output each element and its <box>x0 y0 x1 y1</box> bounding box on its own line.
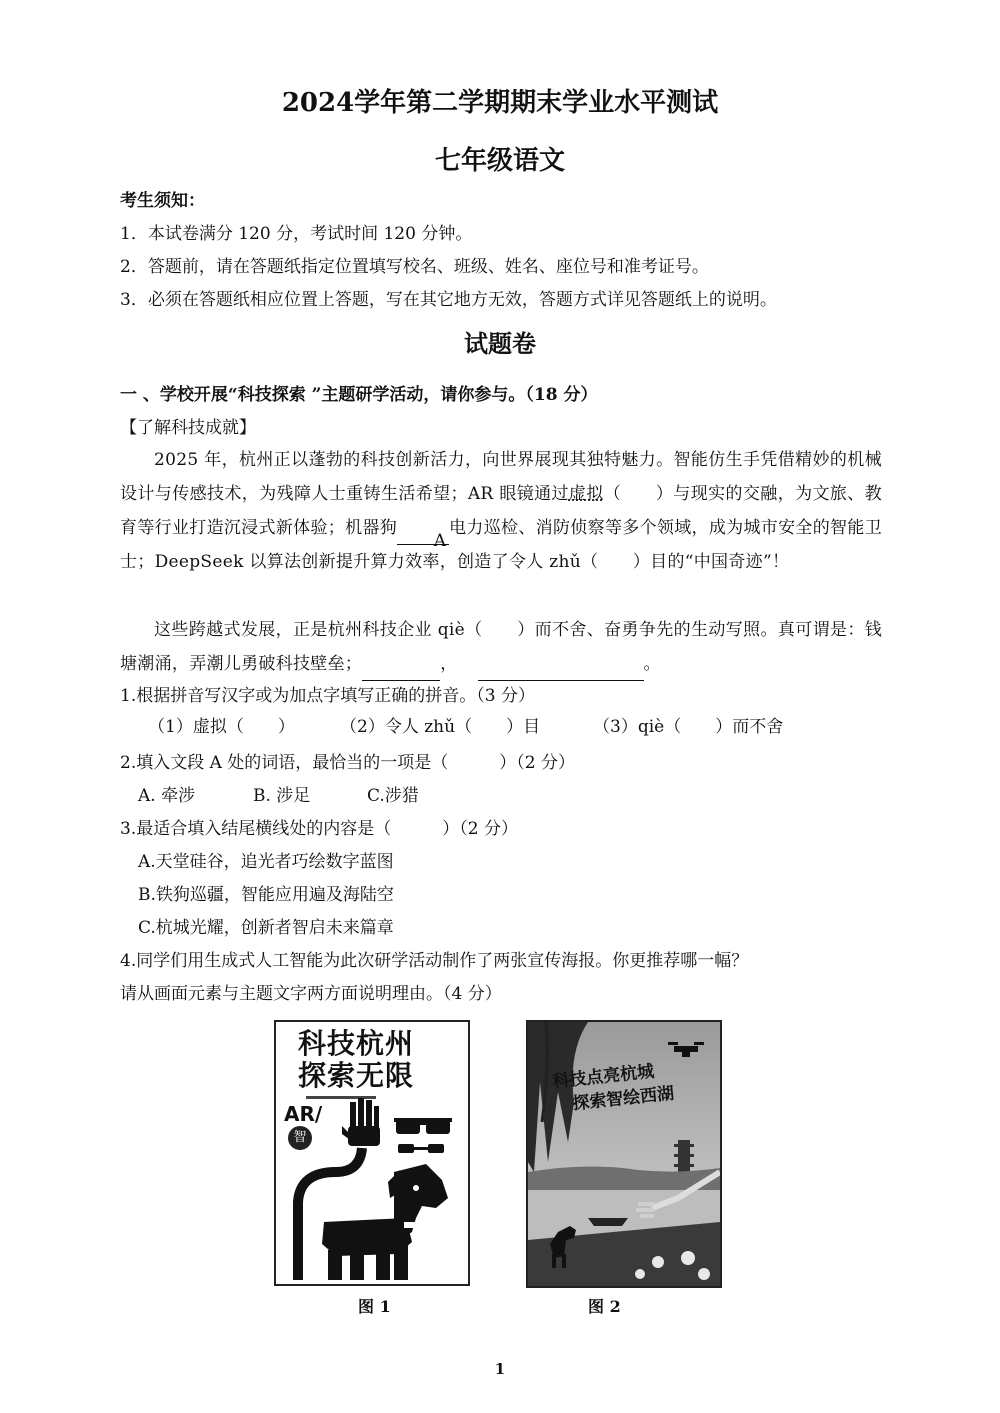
q1-item-3: （3）qiè（ ）而不舍 <box>593 717 784 737</box>
passage-p2-sep: ， <box>440 654 458 674</box>
q2-option-b: B. 涉足 <box>253 786 311 806</box>
figure-1-caption: 图 1 <box>358 1297 391 1316</box>
q2-stem: 2.填入文段 A 处的词语，最恰当的一项是（ ）（2 分） <box>120 753 576 773</box>
notice-item-3: 3．必须在答题纸相应位置上答题，写在其它地方无效，答题方式详见答题纸上的说明。 <box>120 290 777 310</box>
q3-option-b: B.铁狗巡疆，智能应用遍及海陆空 <box>138 885 394 905</box>
passage-p1-a: 2025 年，杭州正以蓬勃的科技创新活力，向世界展现其独特魅力。智能仿生手凭借精妙的机械设计与传感技术，为残障人士重铸生活希望；AR 眼镜通过 <box>120 450 882 504</box>
passage-paragraph-1 <box>120 443 882 579</box>
passage-dotted-word: 虚拟 <box>568 484 604 504</box>
poster1-badge: 智 <box>288 1126 312 1150</box>
q4-stem-2: 请从画面元素与主题文字两方面说明理由。（4 分） <box>120 984 502 1004</box>
passage-p2-a: 这些跨越式发展，正是杭州科技企业 qiè（ ）而不舍、奋勇争先的生动写照。真可谓是：钱塘潮涌，弄潮儿勇破科技壁垒； <box>120 620 882 674</box>
poster1-title-line1: 科技杭州 <box>298 1027 415 1060</box>
poster-figure-2 <box>526 1020 722 1288</box>
notice-heading: 考生须知： <box>120 191 205 211</box>
blank-a: A <box>397 524 449 545</box>
passage-p1-b: （ ）与现实的交融，为文旅、教育等行业打造沉浸式新体验；机器狗 <box>120 484 882 538</box>
robot-hand-icon <box>342 1098 380 1146</box>
sunglasses-icon <box>394 1118 452 1153</box>
q2-option-a: A. 牵涉 <box>138 786 196 806</box>
poster1-title-line2: 探索无限 <box>298 1059 415 1092</box>
q1-stem: 1.根据拼音写汉字或为加点字填写正确的拼音。（3 分） <box>120 686 535 706</box>
ending-blank-2 <box>478 660 644 681</box>
poster-figure-1 <box>274 1020 470 1286</box>
passage-paragraph-2 <box>120 613 882 681</box>
passage-p2-end: 。 <box>643 654 661 674</box>
passage-p1-c: 电力巡检、消防侦察等多个领域，成为城市安全的智能卫士；DeepSeek 以算法创新提升算力效率，创造了令人 zhǔ（ ）目的“中国奇迹”！ <box>120 518 882 572</box>
ending-blank-1 <box>362 660 440 681</box>
q3-option-a: A.天堂硅谷，追光者巧绘数字蓝图 <box>138 852 394 872</box>
q4-stem-1: 4.同学们用生成式人工智能为此次研学活动制作了两张宣传海报。你更推荐哪一幅？ <box>120 951 749 971</box>
q2-option-c: C.涉猎 <box>367 786 419 806</box>
q3-option-c: C.杭城光耀，创新者智启未来篇章 <box>138 918 394 938</box>
exam-subtitle: 七年级语文 <box>434 146 565 176</box>
page-number: 1 <box>494 1360 506 1378</box>
part1-heading: 一 、学校开展“科技探索 ”主题研学活动，请你参与。（18 分） <box>120 385 598 405</box>
boat-icon <box>588 1218 628 1226</box>
poster2-title-line1: 科技点亮杭城 <box>551 1061 656 1093</box>
notice-item-2: 2．答题前，请在答题纸指定位置填写校名、班级、姓名、座位号和准考证号。 <box>120 257 709 277</box>
exam-title: 2024学年第二学期期末学业水平测试 <box>281 88 719 118</box>
section-title: 试题卷 <box>464 329 536 358</box>
q1-item-2: （2）令人 zhǔ（ ）目 <box>340 717 541 737</box>
q1-item-1: （1）虚拟（ ） <box>148 717 295 737</box>
notice-item-1: 1．本试卷满分 120 分，考试时间 120 分钟。 <box>120 224 473 244</box>
robot-dog-icon <box>322 1164 448 1280</box>
q3-stem: 3.最适合填入结尾横线处的内容是（ ）（2 分） <box>120 819 518 839</box>
figure-2-caption: 图 2 <box>588 1297 621 1316</box>
part1-subheading: 【了解科技成就】 <box>120 418 256 438</box>
poster1-ar-text: AR/ <box>284 1102 323 1126</box>
poster2-title-line2: 探索智绘西湖 <box>571 1083 676 1115</box>
poster1-graphic <box>276 1022 468 1284</box>
